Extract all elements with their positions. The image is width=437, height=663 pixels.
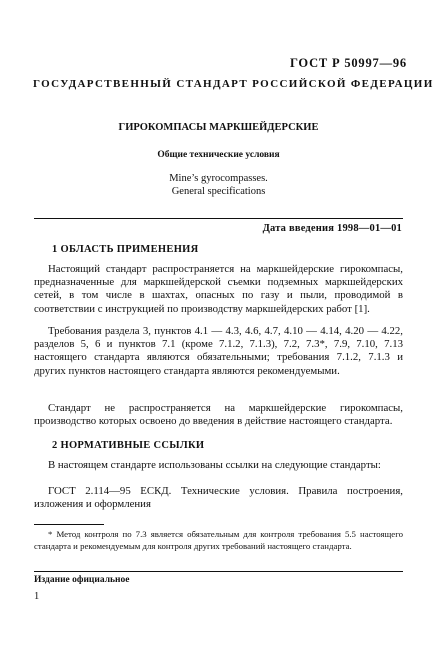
document-title: ГИРОКОМПАСЫ МАРКШЕЙДЕРСКИЕ (118, 122, 319, 133)
state-standard-heading: ГОСУДАРСТВЕННЫЙ СТАНДАРТ РОССИЙСКОЙ ФЕДЕРАЦИИ (33, 78, 434, 90)
introduction-date: Дата введения 1998—01—01 (262, 223, 402, 234)
section-2-paragraph-1: В настоящем стандарте использованы ссылки на следующие стандарты: (48, 459, 381, 471)
divider-top (34, 218, 403, 219)
document-subtitle: Общие технические условия (157, 150, 280, 160)
english-title (0, 173, 437, 198)
divider-bottom (34, 571, 403, 572)
section-1-paragraph-3: Стандарт не распространяется на маркшейдерские гирокомпасы, производство которых освоено до введения в действие настоящего стандарта. (34, 402, 403, 428)
section-2-paragraph-2: ГОСТ 2.114—95 ЕСКД. Технические условия. Правила построения, изложения и оформления (34, 485, 403, 511)
official-edition-label: Издание официальное (34, 575, 130, 585)
english-title-line-1: Mine’s gyrocompasses. (169, 173, 268, 184)
section-1-paragraph-2: Требования раздела 3, пунктов 4.1 — 4.3, 4.6, 4.7, 4.10 — 4.14, 4.20 — 4.22, разделов 5, 6 и пунктов 7.1 (кроме 7.1.2, 7.1.3), 7.2, 7.3*, 7.9, 7.10, 7.13 настоящего стандарта являются обязательными; требования 7.1.2, 7.1.3 и других пунктов настоящего стандарта являются рекомендуемыми. (34, 325, 403, 377)
footnote-divider (34, 524, 104, 525)
english-title-line-2: General specifications (171, 185, 266, 197)
section-2-heading: 2 НОРМАТИВНЫЕ ССЫЛКИ (52, 440, 205, 451)
footnote: * Метод контроля по 7.3 является обязательным для контроля требования 5.5 настоящего стандарта и рекомендуемым для контроля других требований настоящего стандарта. (34, 529, 403, 551)
gost-code: ГОСТ Р 50997—96 (289, 56, 407, 70)
section-1-heading: 1 ОБЛАСТЬ ПРИМЕНЕНИЯ (52, 244, 199, 255)
page-number: 1 (34, 591, 40, 602)
section-1-paragraph-1: Настоящий стандарт распространяется на маркшейдерские гирокомпасы, предназначенные для маркшейдерской съемки подземных маркшейдерских сетей, в том числе в шахтах, опасных по газу и пыли, проводимой в соответствии с инструкцией по производству маркшейдерских работ [1]. (34, 263, 403, 315)
